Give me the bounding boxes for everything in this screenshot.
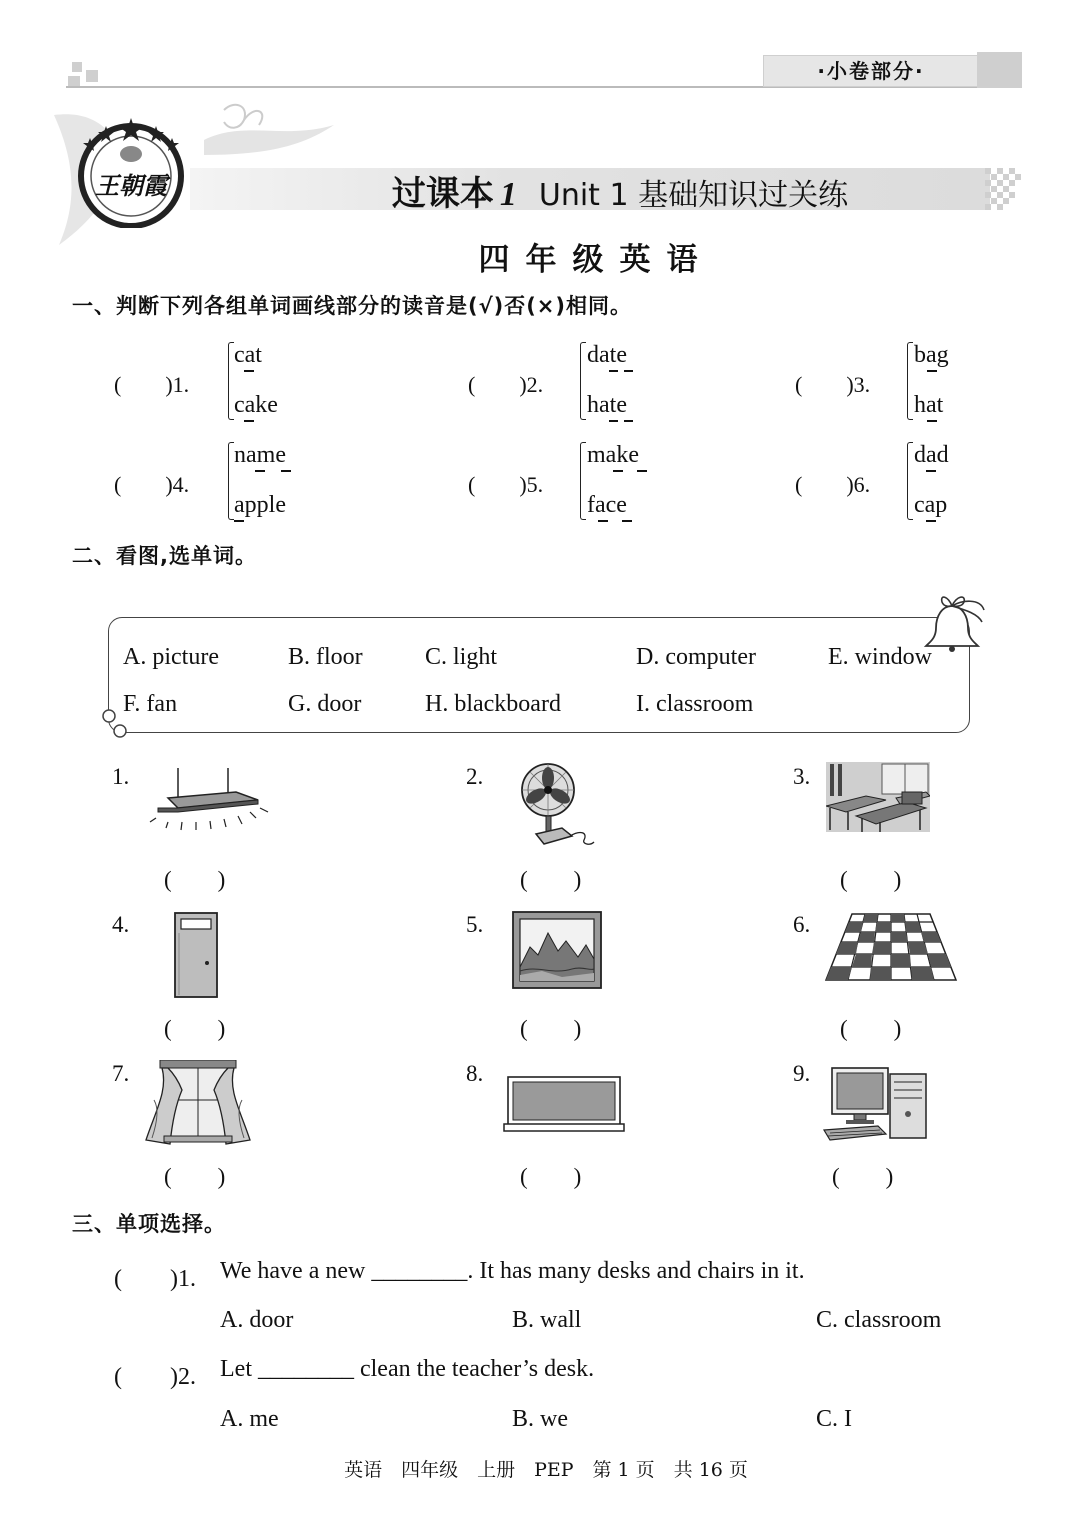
subtitle: 四年级英语 <box>478 242 714 278</box>
question-label: ( )1. <box>114 1266 196 1292</box>
logo-text: 王朝霞 <box>95 171 167 200</box>
dot-pattern <box>985 168 1025 210</box>
answer-blank[interactable]: ( ) <box>520 1016 582 1041</box>
s1-item-label: ( )3. <box>795 372 871 397</box>
s1-underline <box>609 420 633 422</box>
answer-blank[interactable]: ( ) <box>164 867 226 892</box>
word-option: F. fan <box>123 691 178 717</box>
s1-word: name <box>234 442 286 468</box>
s1-word: cap <box>914 492 948 518</box>
word-option: I. classroom <box>636 691 754 717</box>
answer-blank[interactable]: ( ) <box>832 1164 894 1189</box>
title-unit: Unit 1 基础知识过关练 <box>538 178 849 213</box>
s1-underline <box>255 470 291 472</box>
s1-word: apple <box>234 492 286 518</box>
picture-number: 2. <box>466 764 484 789</box>
classroom-icon <box>826 762 930 832</box>
question-label: ( )2. <box>114 1364 196 1390</box>
title-cn: 过课本 <box>391 174 494 214</box>
door-icon <box>173 911 219 999</box>
s1-item-label: ( )2. <box>468 372 544 397</box>
answer-blank[interactable]: ( ) <box>840 1016 902 1041</box>
picture-number: 8. <box>466 1061 484 1086</box>
word-option: E. window <box>828 644 932 670</box>
s1-word: cake <box>234 392 278 418</box>
s1-underline <box>598 520 632 522</box>
picture-number: 5. <box>466 912 484 937</box>
picture-number: 7. <box>112 1061 130 1086</box>
word-option: H. blackboard <box>425 691 561 717</box>
s1-word: hate <box>587 392 627 418</box>
section-badge: ·小卷部分· <box>763 55 979 87</box>
choice-option[interactable]: A. me <box>220 1406 279 1432</box>
question-text: We have a new ________. It has many desks and chairs in it. <box>220 1258 805 1284</box>
answer-blank[interactable]: ( ) <box>840 867 902 892</box>
computer-icon <box>822 1064 932 1142</box>
word-option: D. computer <box>636 644 756 670</box>
word-option: A. picture <box>123 644 219 670</box>
s1-brace <box>907 342 913 420</box>
picture-number: 1. <box>112 764 130 789</box>
window-icon <box>142 1060 254 1146</box>
picture-number: 6. <box>793 912 811 937</box>
s1-item-label: ( )1. <box>114 372 190 397</box>
s1-underline <box>244 370 254 372</box>
word-option: C. light <box>425 644 498 670</box>
picture-number: 3. <box>793 764 811 789</box>
page-footer: 英语 四年级 上册 PEP 第 1 页 共 16 页 <box>344 1459 748 1481</box>
hanging-light-icon <box>148 764 272 834</box>
word-option: G. door <box>288 691 362 717</box>
corner-square <box>72 62 82 72</box>
answer-blank[interactable]: ( ) <box>164 1016 226 1041</box>
choice-option[interactable]: B. we <box>512 1406 568 1432</box>
s1-underline <box>926 470 936 472</box>
answer-blank[interactable]: ( ) <box>520 867 582 892</box>
s1-underline <box>613 470 647 472</box>
s1-item-label: ( )6. <box>795 472 871 497</box>
section2-heading: 二、看图,选单词。 <box>72 544 257 568</box>
page-title <box>300 166 940 215</box>
logo <box>76 116 186 228</box>
s1-underline <box>609 370 633 372</box>
corner-square <box>68 76 80 86</box>
choice-option[interactable]: C. classroom <box>816 1307 942 1333</box>
section1-heading: 一、判断下列各组单词画线部分的读音是(√)否(×)相同。 <box>72 294 632 318</box>
s1-underline <box>926 520 936 522</box>
picture-number: 9. <box>793 1061 811 1086</box>
s1-word: bag <box>914 342 949 368</box>
s1-word: face <box>587 492 627 518</box>
s1-word: date <box>587 342 627 368</box>
s1-brace <box>580 442 586 520</box>
corner-square <box>86 70 98 82</box>
answer-blank[interactable]: ( ) <box>164 1164 226 1189</box>
s1-brace <box>907 442 913 520</box>
section3-heading: 三、单项选择。 <box>72 1212 226 1236</box>
s1-word: dad <box>914 442 949 468</box>
choice-option[interactable]: B. wall <box>512 1307 582 1333</box>
picture-icon <box>512 911 602 989</box>
s1-item-label: ( )4. <box>114 472 190 497</box>
s1-underline <box>927 370 937 372</box>
word-option: B. floor <box>288 644 363 670</box>
question-text: Let ________ clean the teacher’s desk. <box>220 1356 595 1382</box>
fan-icon <box>518 762 598 852</box>
s1-underline <box>927 420 937 422</box>
s1-word: hat <box>914 392 944 418</box>
s1-word: cat <box>234 342 262 368</box>
title-number: 1 <box>499 176 517 213</box>
blackboard-icon <box>503 1074 627 1134</box>
s1-underline <box>234 520 244 522</box>
answer-blank[interactable]: ( ) <box>520 1164 582 1189</box>
badge-block <box>977 52 1022 88</box>
s1-item-label: ( )5. <box>468 472 544 497</box>
choice-option[interactable]: A. door <box>220 1307 294 1333</box>
floor-icon <box>824 912 958 982</box>
choice-option[interactable]: C. I <box>816 1406 852 1432</box>
s1-underline <box>244 420 254 422</box>
s1-brace <box>580 342 586 420</box>
s1-word: make <box>587 442 639 468</box>
picture-number: 4. <box>112 912 130 937</box>
